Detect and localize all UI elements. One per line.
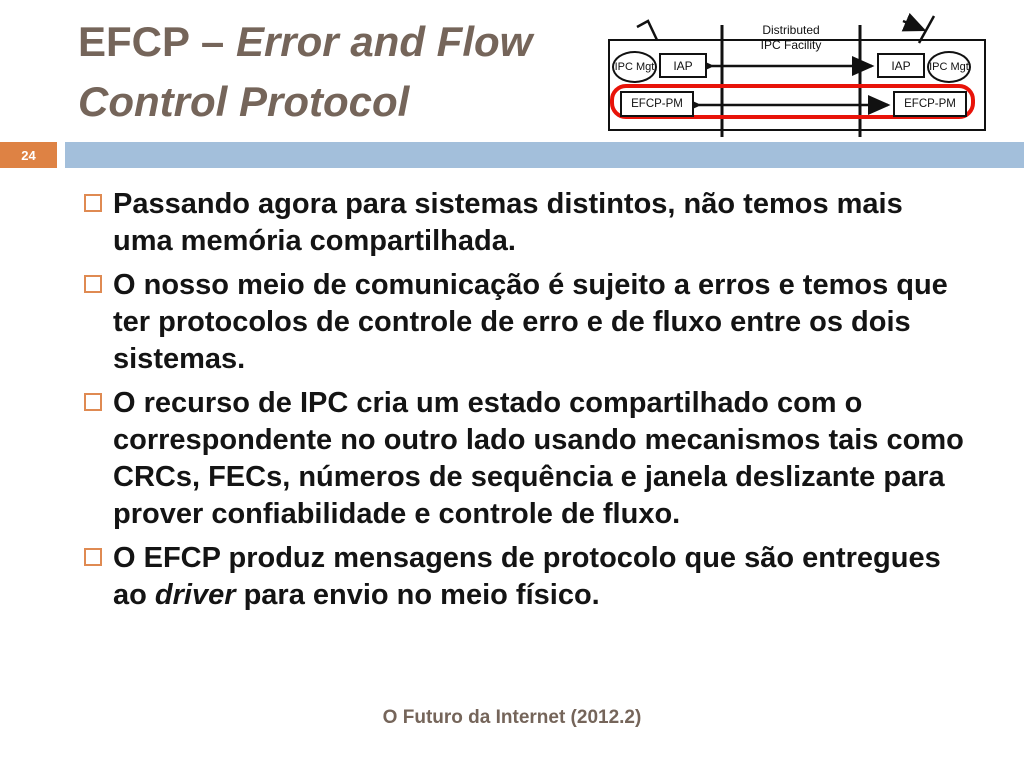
- slide-title-prefix: EFCP –: [78, 18, 236, 65]
- bullet-square-icon: [84, 393, 102, 411]
- bullet-text-4-italic: driver: [154, 579, 236, 611]
- bullet-text-4: [113, 540, 968, 614]
- bullet-square-icon: [84, 275, 102, 293]
- efcp-pm-right-node: EFCP-PM: [893, 91, 967, 117]
- bullet-text-4-pre: O EFCP produz mensagens de protocolo que são entregues ao: [113, 542, 941, 611]
- diagram-top-label: [722, 23, 860, 53]
- slide-number-badge: [0, 142, 57, 168]
- slide-title-emphasis: Error and Flow Control Protocol: [78, 18, 533, 125]
- iap-right-node: IAP: [877, 53, 925, 78]
- diagram-top-label-line1: Distributed: [762, 23, 820, 37]
- annotation-arrow-icon: [903, 21, 924, 30]
- bullet-list: [84, 186, 968, 621]
- bullet-text-3: O recurso de IPC cria um estado compartilhado com o correspondente no outro lado usando mecanismos tais como CRCs, FECs, números de sequência e janela deslizante para prover confiabilidade e controle de fluxo.: [113, 387, 964, 530]
- bullet-text-4-post: para envio no meio físico.: [235, 579, 600, 611]
- bullet-item-4: [84, 540, 968, 614]
- bullet-item-3: [84, 385, 968, 533]
- bullet-square-icon: [84, 194, 102, 212]
- ipc-mgt-right-node: IPC Mgt: [927, 51, 971, 83]
- diagram-top-label-line2: IPC Facility: [760, 38, 822, 52]
- bullet-text-2: O nosso meio de comunicação é sujeito a erros e temos que ter protocolos de controle de erro e de fluxo entre os dois sistemas.: [113, 269, 948, 375]
- bullet-square-icon: [84, 548, 102, 566]
- annotation-tick-icon: [637, 21, 657, 40]
- efcp-pm-left-node: EFCP-PM: [620, 91, 694, 117]
- slide-number: 24: [21, 147, 36, 163]
- efcp-diagram: [600, 0, 1024, 150]
- slide-title: [78, 12, 643, 132]
- bullet-item-2: [84, 267, 968, 378]
- slide-footer: O Futuro da Internet (2012.2): [382, 707, 642, 728]
- iap-left-node: IAP: [659, 53, 707, 78]
- bullet-text-1: Passando agora para sistemas distintos, não temos mais uma memória compartilhada.: [113, 188, 903, 257]
- bullet-item-1: [84, 186, 968, 260]
- ipc-mgt-left-node: IPC Mgt: [612, 51, 657, 83]
